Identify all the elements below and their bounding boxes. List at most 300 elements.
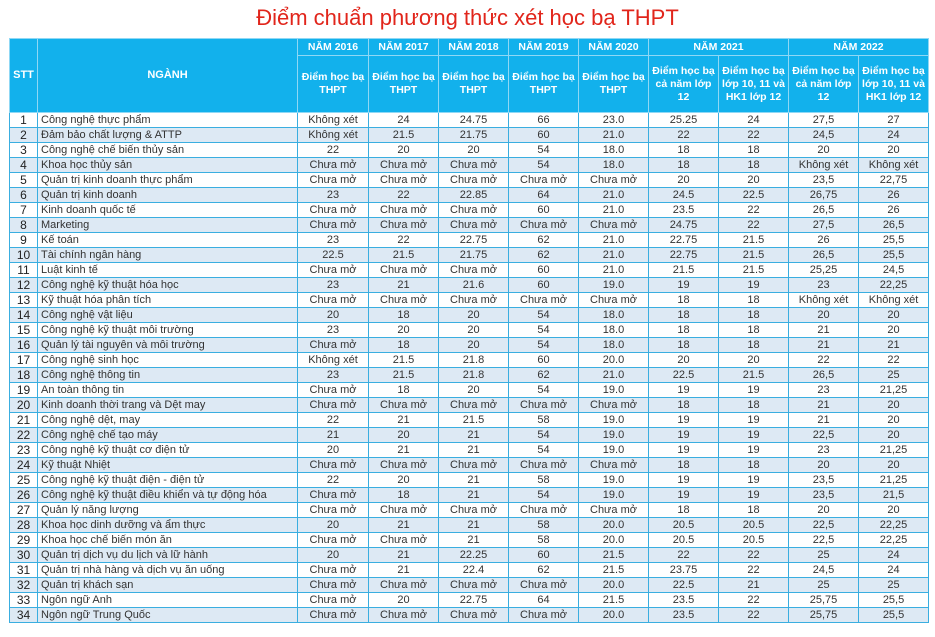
score-cell: 25.25 [649, 113, 719, 128]
year-header-2022: NĂM 2022 [789, 39, 929, 56]
admission-scores-table [9, 38, 929, 623]
score-cell: 25 [789, 548, 859, 563]
score-cell: 20 [649, 353, 719, 368]
score-cell: 18 [369, 338, 439, 353]
score-cell: 22 [859, 353, 929, 368]
score-cell: Chưa mở [439, 203, 509, 218]
score-cell: 19.0 [579, 383, 649, 398]
score-cell: 20 [298, 548, 369, 563]
score-cell: 18 [719, 398, 789, 413]
score-cell: Chưa mở [369, 218, 439, 233]
score-cell: 22 [719, 593, 789, 608]
score-cell: 21 [439, 473, 509, 488]
score-cell: 21.0 [579, 263, 649, 278]
major-name: Khoa học dinh dưỡng và ẩm thực [38, 518, 298, 533]
table-row [10, 203, 929, 218]
page-title: Điểm chuẩn phương thức xét học bạ THPT [256, 5, 679, 30]
score-cell: Chưa mở [298, 203, 369, 218]
score-cell: 60 [509, 278, 579, 293]
score-cell: 19 [649, 473, 719, 488]
score-cell: 21.5 [719, 263, 789, 278]
score-cell: Chưa mở [298, 533, 369, 548]
score-cell: 25 [859, 578, 929, 593]
table-row [10, 473, 929, 488]
year-header-2019: NĂM 2019 [509, 39, 579, 56]
score-cell: 18 [649, 143, 719, 158]
score-cell: Không xét [859, 293, 929, 308]
score-cell: Chưa mở [298, 173, 369, 188]
score-cell: 18 [719, 338, 789, 353]
score-cell: 24,5 [859, 263, 929, 278]
score-cell: 22 [719, 218, 789, 233]
row-number: 17 [10, 353, 38, 368]
table-row [10, 548, 929, 563]
score-cell: 22.85 [439, 188, 509, 203]
row-number: 1 [10, 113, 38, 128]
score-cell: 20 [859, 308, 929, 323]
score-cell: 23 [789, 278, 859, 293]
score-cell: 22 [719, 608, 789, 623]
score-cell: Chưa mở [579, 458, 649, 473]
score-cell: 19 [719, 473, 789, 488]
table-row [10, 128, 929, 143]
table-row [10, 383, 929, 398]
score-cell: 22 [369, 188, 439, 203]
table-row [10, 488, 929, 503]
table-row [10, 458, 929, 473]
score-cell: Chưa mở [369, 398, 439, 413]
score-cell: 27 [859, 113, 929, 128]
table-row [10, 353, 929, 368]
score-cell: Chưa mở [509, 608, 579, 623]
score-cell: 22,5 [789, 428, 859, 443]
score-cell: 18.0 [579, 338, 649, 353]
score-cell: 20 [789, 458, 859, 473]
score-cell: 18.0 [579, 143, 649, 158]
score-cell: 21 [439, 428, 509, 443]
score-cell: 18 [649, 323, 719, 338]
score-cell: 19 [719, 383, 789, 398]
score-cell: Chưa mở [298, 398, 369, 413]
row-number: 24 [10, 458, 38, 473]
row-number: 15 [10, 323, 38, 338]
score-cell: Chưa mở [298, 578, 369, 593]
table-row [10, 173, 929, 188]
row-number: 25 [10, 473, 38, 488]
row-number: 27 [10, 503, 38, 518]
major-name: Công nghệ chế biến thủy sản [38, 143, 298, 158]
score-cell: 22.75 [439, 593, 509, 608]
row-number: 26 [10, 488, 38, 503]
score-cell: 21,25 [859, 473, 929, 488]
major-name: Công nghệ kỹ thuật điều khiển và tự động hóa [38, 488, 298, 503]
score-cell: 23.5 [649, 608, 719, 623]
row-number: 33 [10, 593, 38, 608]
score-cell: 19.0 [579, 488, 649, 503]
score-cell: 54 [509, 308, 579, 323]
score-cell: 21 [369, 563, 439, 578]
score-cell: 22,5 [789, 533, 859, 548]
score-cell: 60 [509, 203, 579, 218]
table-row [10, 518, 929, 533]
score-cell: Chưa mở [579, 398, 649, 413]
table-row [10, 533, 929, 548]
score-cell: 26,5 [789, 203, 859, 218]
score-cell: 21.5 [369, 248, 439, 263]
score-cell: 21.5 [369, 128, 439, 143]
score-cell: 21.0 [579, 233, 649, 248]
method-header: Điểm học bạ cả năm lớp 12 [649, 56, 719, 113]
score-cell: 21.8 [439, 353, 509, 368]
score-cell: 18 [369, 308, 439, 323]
score-cell: 20.0 [579, 353, 649, 368]
score-cell: Chưa mở [369, 263, 439, 278]
score-cell: 21 [859, 338, 929, 353]
score-cell: 23 [298, 368, 369, 383]
table-row [10, 608, 929, 623]
score-cell: 19.0 [579, 413, 649, 428]
score-cell: 21.75 [439, 128, 509, 143]
score-cell: 25,25 [789, 263, 859, 278]
score-cell: 21 [719, 578, 789, 593]
major-name: Kế toán [38, 233, 298, 248]
score-cell: 25,5 [859, 248, 929, 263]
stt-header: STT [10, 39, 38, 113]
score-cell: Chưa mở [369, 203, 439, 218]
row-number: 28 [10, 518, 38, 533]
score-cell: 20.5 [719, 533, 789, 548]
score-cell: 20 [719, 173, 789, 188]
score-cell: 19 [649, 413, 719, 428]
table-row [10, 398, 929, 413]
score-cell: 58 [509, 413, 579, 428]
major-name: Đảm bảo chất lượng & ATTP [38, 128, 298, 143]
score-cell: 24.75 [649, 218, 719, 233]
score-cell: Chưa mở [369, 173, 439, 188]
score-cell: Chưa mở [439, 458, 509, 473]
major-name: Marketing [38, 218, 298, 233]
score-cell: 23 [298, 233, 369, 248]
score-cell: 18 [719, 323, 789, 338]
score-cell: 22 [719, 203, 789, 218]
major-name: Công nghệ kỹ thuật điện - điện tử [38, 473, 298, 488]
score-cell: Chưa mở [509, 503, 579, 518]
method-header: Điểm học bạ THPT [369, 56, 439, 113]
score-cell: 24 [859, 128, 929, 143]
score-cell: 18.0 [579, 308, 649, 323]
row-number: 2 [10, 128, 38, 143]
table-row [10, 248, 929, 263]
score-cell: 20 [859, 413, 929, 428]
score-cell: 54 [509, 488, 579, 503]
year-header-2017: NĂM 2017 [369, 39, 439, 56]
table-row [10, 218, 929, 233]
major-name: Công nghệ chế tạo máy [38, 428, 298, 443]
score-cell: 64 [509, 188, 579, 203]
score-cell: 20 [298, 443, 369, 458]
score-cell: Không xét [859, 158, 929, 173]
score-cell: 21 [789, 338, 859, 353]
major-name: Công nghệ thực phẩm [38, 113, 298, 128]
major-name: Công nghệ kỹ thuật hóa học [38, 278, 298, 293]
score-cell: 24.5 [649, 188, 719, 203]
table-row [10, 278, 929, 293]
score-cell: 60 [509, 548, 579, 563]
table-body [10, 113, 929, 623]
score-cell: Chưa mở [579, 218, 649, 233]
row-number: 13 [10, 293, 38, 308]
table-row [10, 188, 929, 203]
score-cell: 58 [509, 533, 579, 548]
score-cell: 18 [719, 503, 789, 518]
row-number: 29 [10, 533, 38, 548]
score-cell: 24.75 [439, 113, 509, 128]
score-cell: 20 [439, 383, 509, 398]
score-cell: 54 [509, 443, 579, 458]
table-row [10, 293, 929, 308]
score-cell: 22.5 [649, 578, 719, 593]
score-cell: 18 [649, 338, 719, 353]
score-cell: 21.5 [579, 548, 649, 563]
score-cell: 20.0 [579, 608, 649, 623]
score-cell: 22 [369, 233, 439, 248]
score-cell: Chưa mở [298, 593, 369, 608]
year-header-2020: NĂM 2020 [579, 39, 649, 56]
major-name: Quản trị kinh doanh [38, 188, 298, 203]
score-cell: Chưa mở [439, 398, 509, 413]
score-cell: Chưa mở [439, 503, 509, 518]
table-row [10, 368, 929, 383]
score-cell: 19.0 [579, 473, 649, 488]
method-header: Điểm học bạ lớp 10, 11 và HK1 lớp 12 [719, 56, 789, 113]
score-cell: 21.6 [439, 278, 509, 293]
score-cell: 19 [649, 278, 719, 293]
table-row [10, 578, 929, 593]
year-header-2018: NĂM 2018 [439, 39, 509, 56]
score-cell: 20.5 [649, 533, 719, 548]
major-name: Ngôn ngữ Anh [38, 593, 298, 608]
method-header: Điểm học bạ cả năm lớp 12 [789, 56, 859, 113]
score-cell: 23 [298, 278, 369, 293]
score-cell: 22.5 [719, 188, 789, 203]
score-cell: 20.0 [579, 518, 649, 533]
score-cell: 22.5 [649, 368, 719, 383]
score-cell: Chưa mở [509, 578, 579, 593]
score-cell: 23.75 [649, 563, 719, 578]
score-cell: 21 [369, 518, 439, 533]
score-cell: 20 [859, 143, 929, 158]
score-cell: 21.5 [649, 263, 719, 278]
score-cell: 18 [719, 308, 789, 323]
score-cell: 22,75 [859, 173, 929, 188]
score-cell: 22 [719, 128, 789, 143]
score-cell: 58 [509, 473, 579, 488]
major-name: Công nghệ thông tin [38, 368, 298, 383]
score-cell: 20 [789, 143, 859, 158]
score-cell: 21 [369, 443, 439, 458]
table-row [10, 158, 929, 173]
score-cell: 62 [509, 233, 579, 248]
score-cell: 22 [719, 548, 789, 563]
row-number: 34 [10, 608, 38, 623]
score-cell: 62 [509, 368, 579, 383]
score-cell: Chưa mở [509, 218, 579, 233]
score-cell: 20 [719, 353, 789, 368]
score-cell: 54 [509, 428, 579, 443]
score-cell: Không xét [789, 293, 859, 308]
row-number: 16 [10, 338, 38, 353]
score-cell: Chưa mở [439, 578, 509, 593]
score-cell: 22,5 [789, 518, 859, 533]
score-cell: 20 [859, 398, 929, 413]
score-cell: 21.5 [579, 563, 649, 578]
score-cell: 21.0 [579, 248, 649, 263]
score-cell: Không xét [789, 158, 859, 173]
score-cell: 22.25 [439, 548, 509, 563]
score-cell: 20 [859, 428, 929, 443]
score-cell: 22.75 [439, 233, 509, 248]
score-cell: 21 [789, 323, 859, 338]
score-cell: Chưa mở [298, 383, 369, 398]
major-name: Quản trị nhà hàng và dịch vụ ăn uống [38, 563, 298, 578]
score-cell: 19.0 [579, 278, 649, 293]
score-cell: Chưa mở [298, 218, 369, 233]
major-name: Khoa học thủy sản [38, 158, 298, 173]
row-number: 8 [10, 218, 38, 233]
major-name: Quản lý năng lượng [38, 503, 298, 518]
score-cell: 20.0 [579, 578, 649, 593]
row-number: 7 [10, 203, 38, 218]
major-name: Ngôn ngữ Trung Quốc [38, 608, 298, 623]
score-cell: 22,25 [859, 518, 929, 533]
score-cell: 25,75 [789, 593, 859, 608]
score-cell: 19 [649, 488, 719, 503]
score-cell: 20 [298, 308, 369, 323]
table-row [10, 308, 929, 323]
score-cell: 27,5 [789, 113, 859, 128]
score-cell: Chưa mở [369, 578, 439, 593]
score-cell: 22.75 [649, 248, 719, 263]
table-row [10, 503, 929, 518]
score-cell: Chưa mở [439, 263, 509, 278]
score-cell: 25 [859, 368, 929, 383]
score-cell: 18 [369, 383, 439, 398]
table-row [10, 113, 929, 128]
score-cell: 26,5 [859, 218, 929, 233]
score-cell: 22.5 [298, 248, 369, 263]
score-cell: 21 [439, 518, 509, 533]
score-cell: Chưa mở [579, 503, 649, 518]
table-row [10, 563, 929, 578]
major-header: NGÀNH [38, 39, 298, 113]
score-cell: 19 [719, 413, 789, 428]
score-cell: 18 [719, 143, 789, 158]
major-name: Quản trị dịch vụ du lịch và lữ hành [38, 548, 298, 563]
major-name: Công nghệ kỹ thuật môi trường [38, 323, 298, 338]
score-cell: 54 [509, 158, 579, 173]
score-cell: 24 [719, 113, 789, 128]
major-name: Kỹ thuật hóa phân tích [38, 293, 298, 308]
score-cell: 21.5 [719, 248, 789, 263]
score-cell: 19.0 [579, 428, 649, 443]
score-cell: 21,25 [859, 443, 929, 458]
score-cell: 54 [509, 338, 579, 353]
score-cell: Chưa mở [579, 293, 649, 308]
score-cell: 18 [649, 398, 719, 413]
score-cell: 18 [719, 458, 789, 473]
major-name: Công nghệ dệt, may [38, 413, 298, 428]
score-cell: Chưa mở [298, 608, 369, 623]
score-cell: Chưa mở [369, 158, 439, 173]
score-cell: 22 [649, 548, 719, 563]
score-cell: 18 [369, 488, 439, 503]
row-number: 14 [10, 308, 38, 323]
score-cell: 18 [719, 293, 789, 308]
score-cell: Chưa mở [369, 503, 439, 518]
major-name: Công nghệ kỹ thuật cơ điện tử [38, 443, 298, 458]
score-cell: 19 [719, 443, 789, 458]
major-name: Kinh doanh thời trang và Dệt may [38, 398, 298, 413]
row-number: 30 [10, 548, 38, 563]
score-cell: 25,5 [859, 593, 929, 608]
major-name: Quản trị kinh doanh thực phẩm [38, 173, 298, 188]
score-cell: 54 [509, 323, 579, 338]
score-cell: 18 [649, 308, 719, 323]
score-cell: 21.5 [369, 353, 439, 368]
row-number: 19 [10, 383, 38, 398]
score-cell: 20 [439, 338, 509, 353]
score-cell: 18 [649, 458, 719, 473]
score-cell: 24 [369, 113, 439, 128]
row-number: 4 [10, 158, 38, 173]
score-cell: 62 [509, 248, 579, 263]
score-cell: 20 [439, 323, 509, 338]
score-cell: 22 [298, 143, 369, 158]
row-number: 12 [10, 278, 38, 293]
score-cell: 22 [298, 473, 369, 488]
score-cell: 62 [509, 563, 579, 578]
year-header-row [10, 39, 929, 56]
score-cell: 64 [509, 593, 579, 608]
score-cell: 25,5 [859, 608, 929, 623]
score-cell: 18 [649, 503, 719, 518]
score-cell: 21.75 [439, 248, 509, 263]
row-number: 22 [10, 428, 38, 443]
score-cell: 21 [369, 413, 439, 428]
score-cell: 20.5 [719, 518, 789, 533]
score-cell: Chưa mở [298, 338, 369, 353]
score-cell: 22 [298, 413, 369, 428]
score-cell: 21 [439, 443, 509, 458]
score-cell: 23 [789, 383, 859, 398]
table-row [10, 443, 929, 458]
score-cell: 18 [649, 293, 719, 308]
score-cell: 20 [369, 428, 439, 443]
score-cell: 20 [439, 308, 509, 323]
score-cell: 21,5 [859, 488, 929, 503]
score-cell: Chưa mở [298, 488, 369, 503]
major-name: Tài chính ngân hàng [38, 248, 298, 263]
score-cell: 20 [859, 503, 929, 518]
score-cell: 20.5 [649, 518, 719, 533]
method-header: Điểm học bạ THPT [509, 56, 579, 113]
score-cell: 19 [649, 428, 719, 443]
score-cell: Chưa mở [509, 293, 579, 308]
method-header: Điểm học bạ THPT [579, 56, 649, 113]
method-header: Điểm học bạ THPT [298, 56, 369, 113]
table-row [10, 233, 929, 248]
row-number: 9 [10, 233, 38, 248]
